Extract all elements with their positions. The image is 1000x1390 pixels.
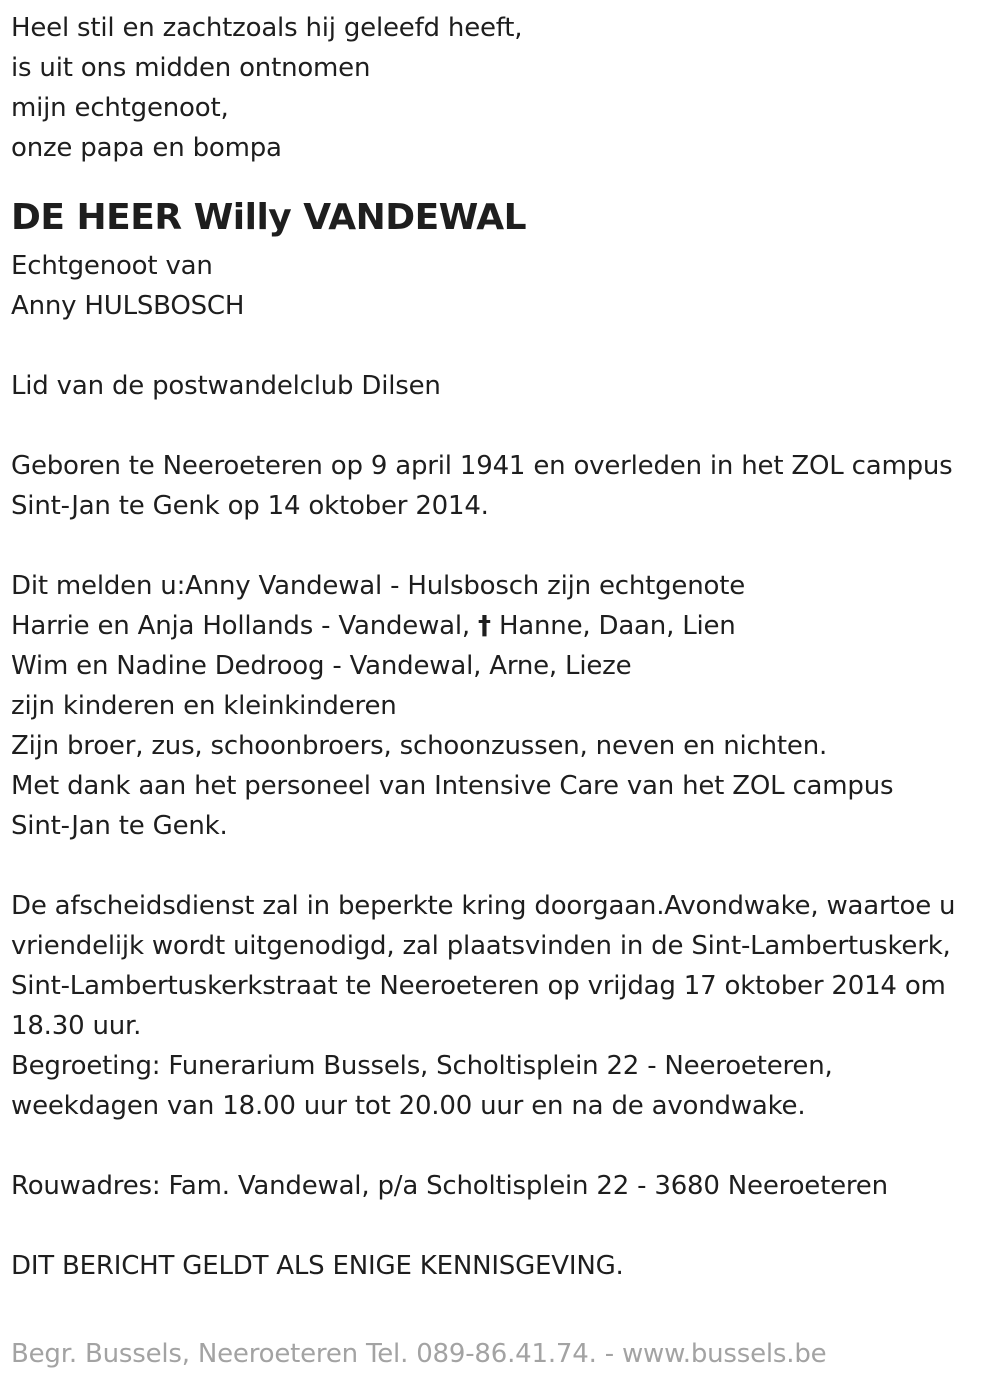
family-line: Wim en Nadine Dedroog - Vandewal, Arne, Lieze <box>11 651 632 681</box>
family-line: zijn kinderen en kleinkinderen <box>11 691 397 721</box>
mourning-address: Rouwadres: Fam. Vandewal, p/a Scholtisplein 22 - 3680 Neeroeteren <box>11 1171 888 1201</box>
spouse-info <box>11 246 1000 326</box>
spouse-line: Echtgenoot van <box>11 251 213 281</box>
family-line <box>11 606 1000 646</box>
family-line: Dit melden u:Anny Vandewal - Hulsbosch zijn echtgenote <box>11 571 746 601</box>
family-line: Sint-Jan te Genk. <box>11 811 228 841</box>
spacer <box>11 1126 1000 1166</box>
intro-line: onze papa en bompa <box>11 133 282 163</box>
spacer <box>11 326 1000 366</box>
birth-death-line: Sint-Jan te Genk op 14 oktober 2014. <box>11 491 489 521</box>
service-line: De afscheidsdienst zal in beperkte kring doorgaan.Avondwake, waartoe u <box>11 891 956 921</box>
service-line: Begroeting: Funerarium Bussels, Scholtisplein 22 - Neeroeteren, <box>11 1051 833 1081</box>
deceased-name: DE HEER Willy VANDEWAL <box>11 197 527 238</box>
membership-line: Lid van de postwandelclub Dilsen <box>11 371 441 401</box>
intro-line: is uit ons midden ontnomen <box>11 53 371 83</box>
intro-verse <box>11 8 1000 168</box>
intro-line: Heel stil en zachtzoals hij geleefd heeft, <box>11 13 523 43</box>
spacer <box>11 846 1000 886</box>
family-text: Hanne, Daan, Lien <box>498 611 736 641</box>
intro-line: mijn echtgenoot, <box>11 93 229 123</box>
spouse-line: Anny HULSBOSCH <box>11 291 245 321</box>
family-text: Harrie en Anja Hollands - Vandewal, <box>11 611 470 641</box>
family-line: Zijn broer, zus, schoonbroers, schoonzussen, neven en nichten. <box>11 731 828 761</box>
family-announcement <box>11 566 1000 846</box>
service-line: Sint-Lambertuskerkstraat te Neeroeteren op vrijdag 17 oktober 2014 om <box>11 971 946 1001</box>
birth-death-info <box>11 446 1000 526</box>
notice-line: DIT BERICHT GELDT ALS ENIGE KENNISGEVING. <box>11 1251 624 1281</box>
service-line: 18.30 uur. <box>11 1011 142 1041</box>
funeral-home-footer: Begr. Bussels, Neeroeteren Tel. 089-86.41.74. - www.bussels.be <box>11 1339 827 1369</box>
service-info <box>11 886 1000 1126</box>
birth-death-line: Geboren te Neeroeteren op 9 april 1941 en overleden in het ZOL campus <box>11 451 953 481</box>
service-line: vriendelijk wordt uitgenodigd, zal plaatsvinden in de Sint-Lambertuskerk, <box>11 931 951 961</box>
spacer <box>11 526 1000 566</box>
spacer <box>11 1206 1000 1246</box>
family-line: Met dank aan het personeel van Intensive Care van het ZOL campus <box>11 771 894 801</box>
service-line: weekdagen van 18.00 uur tot 20.00 uur en na de avondwake. <box>11 1091 806 1121</box>
spacer <box>11 406 1000 446</box>
deceased-cross-icon: † <box>478 611 491 641</box>
